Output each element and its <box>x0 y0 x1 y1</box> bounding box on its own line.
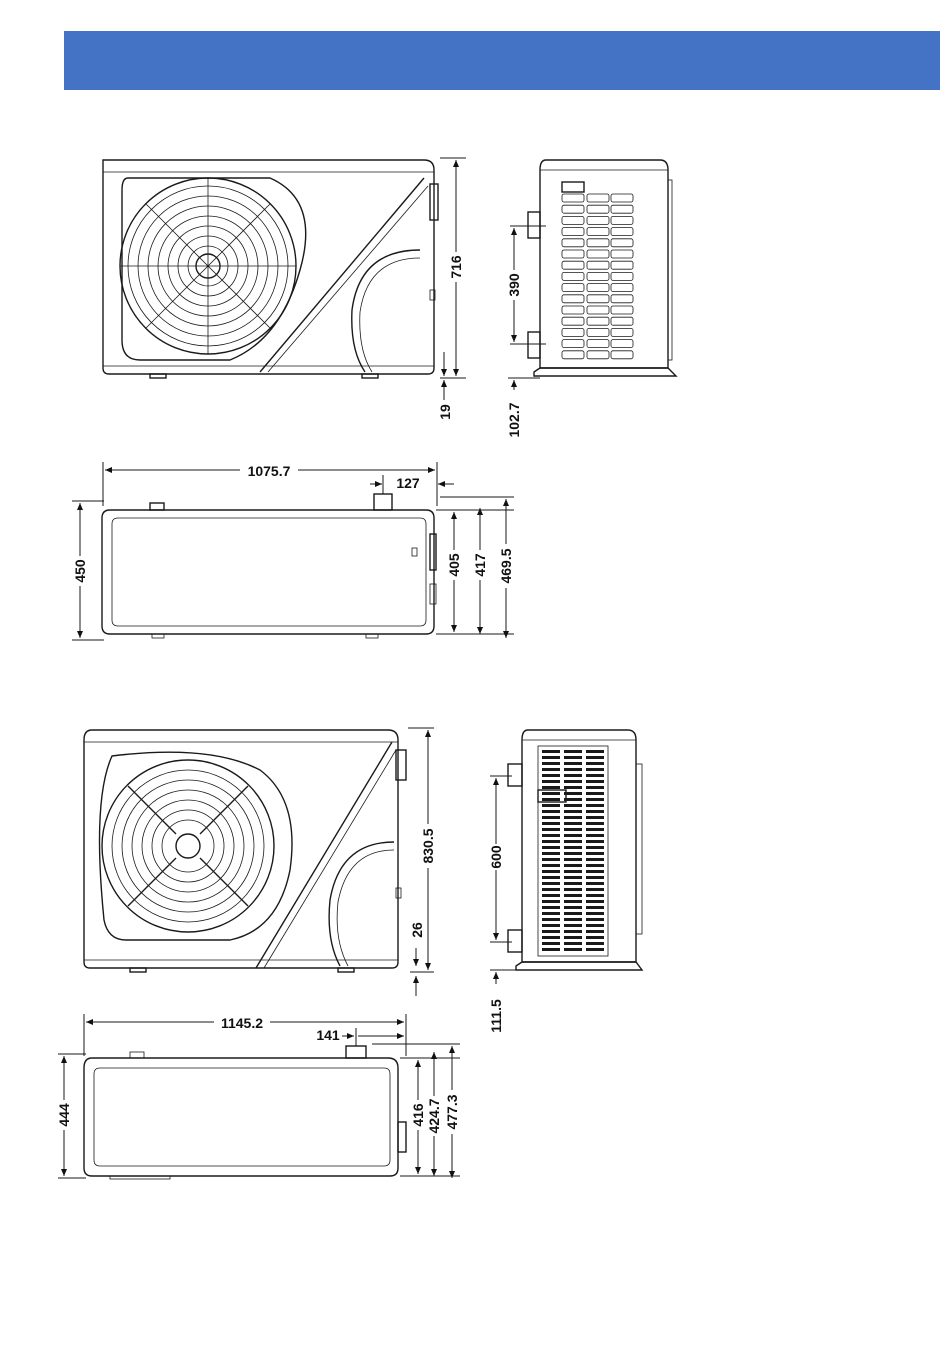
vent-slot <box>542 810 560 813</box>
vent-slot <box>587 216 609 224</box>
vent-slot <box>586 894 604 897</box>
vent-slot <box>564 900 582 903</box>
vent-slot <box>564 822 582 825</box>
vent-slot <box>564 768 582 771</box>
vent-slot <box>542 792 560 795</box>
vent-slot <box>564 870 582 873</box>
vent-slot <box>611 228 633 236</box>
vent-slot <box>586 810 604 813</box>
vent-slot <box>564 882 582 885</box>
vent-slot <box>562 328 584 336</box>
vent-slot <box>586 828 604 831</box>
vent-slot <box>542 948 560 951</box>
vent-slot <box>587 351 609 359</box>
model-b-side-view <box>508 730 642 970</box>
vent-slot <box>562 284 584 292</box>
vent-slot <box>564 750 582 753</box>
vent-slot <box>586 942 604 945</box>
vent-slot <box>562 340 584 348</box>
vent-slot <box>542 900 560 903</box>
vent-slot <box>562 272 584 280</box>
dim-a-offset: 127 <box>396 475 420 491</box>
vent-slot <box>542 750 560 753</box>
vent-slot <box>542 834 560 837</box>
vent-slot <box>586 930 604 933</box>
vent-slot <box>542 768 560 771</box>
dim-a-foot: 19 <box>437 404 453 420</box>
dim-b-d3: 477.3 <box>444 1094 460 1130</box>
vent-slot <box>542 936 560 939</box>
vent-slot <box>542 762 560 765</box>
vent-slot <box>586 924 604 927</box>
vent-slot <box>564 888 582 891</box>
vent-slot <box>564 864 582 867</box>
dim-b-height: 830.5 <box>420 828 436 864</box>
vent-slot <box>586 936 604 939</box>
vent-slot <box>611 194 633 202</box>
vent-slot <box>564 876 582 879</box>
vent-slot <box>564 828 582 831</box>
vent-slot <box>586 750 604 753</box>
vent-slot <box>586 912 604 915</box>
vent-slot <box>611 306 633 314</box>
vent-slot <box>587 205 609 213</box>
vent-slot <box>542 804 560 807</box>
vent-slot <box>586 864 604 867</box>
vent-slot <box>586 756 604 759</box>
vent-slot <box>586 822 604 825</box>
vent-slot <box>542 888 560 891</box>
vent-slot <box>587 250 609 258</box>
dim-b-offset: 141 <box>316 1027 340 1043</box>
vent-slot <box>586 888 604 891</box>
vent-slot <box>586 786 604 789</box>
vent-slot <box>611 261 633 269</box>
vent-slot <box>542 756 560 759</box>
vent-slot <box>611 239 633 247</box>
vent-slot <box>542 942 560 945</box>
vent-slot <box>564 906 582 909</box>
side-vent-grid-a <box>562 194 633 359</box>
vent-slot <box>562 228 584 236</box>
vent-slot <box>586 882 604 885</box>
model-b-side-dims <box>488 776 518 1033</box>
dim-b-side-spacing: 600 <box>488 845 504 869</box>
vent-slot <box>562 216 584 224</box>
vent-slot <box>586 762 604 765</box>
vent-slot <box>587 284 609 292</box>
vent-slot <box>586 852 604 855</box>
vent-slot <box>586 798 604 801</box>
vent-slot <box>586 858 604 861</box>
side-vent-grid-b <box>542 750 604 951</box>
vent-slot <box>587 239 609 247</box>
model-b-front-dims <box>408 728 436 996</box>
vent-slot <box>586 906 604 909</box>
vent-slot <box>564 936 582 939</box>
model-a-side-view <box>528 160 676 376</box>
vent-slot <box>542 822 560 825</box>
vent-slot <box>586 948 604 951</box>
dim-a-d2: 417 <box>472 553 488 577</box>
vent-slot <box>611 328 633 336</box>
vent-slot <box>562 317 584 325</box>
vent-slot <box>542 864 560 867</box>
vent-slot <box>542 798 560 801</box>
vent-slot <box>586 816 604 819</box>
vent-slot <box>587 295 609 303</box>
vent-slot <box>564 792 582 795</box>
vent-slot <box>542 924 560 927</box>
vent-slot <box>587 194 609 202</box>
vent-slot <box>586 804 604 807</box>
vent-slot <box>587 328 609 336</box>
fan-guard-icon <box>120 178 296 354</box>
dim-b-d2: 424.7 <box>426 1098 442 1134</box>
dim-b-depth: 444 <box>56 1103 72 1127</box>
vent-slot <box>562 205 584 213</box>
vent-slot <box>562 250 584 258</box>
vent-slot <box>542 780 560 783</box>
model-a-front-dims <box>437 158 466 420</box>
model-b-top-view <box>84 1046 406 1179</box>
vent-slot <box>586 768 604 771</box>
vent-slot <box>562 261 584 269</box>
vent-slot <box>564 798 582 801</box>
vent-slot <box>542 846 560 849</box>
vent-slot <box>564 942 582 945</box>
vent-slot <box>611 284 633 292</box>
dim-a-d1: 405 <box>446 553 462 577</box>
model-a-top-dims <box>72 462 514 640</box>
vent-slot <box>562 194 584 202</box>
vent-slot <box>611 205 633 213</box>
model-b-front-view <box>84 730 406 972</box>
model-a-front-view <box>103 160 438 378</box>
vent-slot <box>542 894 560 897</box>
vent-slot <box>542 858 560 861</box>
vent-slot <box>562 351 584 359</box>
vent-slot <box>564 930 582 933</box>
dim-a-length: 1075.7 <box>247 463 291 479</box>
vent-slot <box>611 295 633 303</box>
vent-slot <box>587 272 609 280</box>
vent-slot <box>564 804 582 807</box>
vent-slot <box>562 239 584 247</box>
vent-slot <box>542 840 560 843</box>
vent-slot <box>542 930 560 933</box>
vent-slot <box>564 834 582 837</box>
fan-guard-icon <box>102 760 274 932</box>
vent-slot <box>564 780 582 783</box>
dim-b-d1: 416 <box>410 1103 426 1127</box>
vent-slot <box>564 810 582 813</box>
vent-slot <box>542 870 560 873</box>
vent-slot <box>542 918 560 921</box>
vent-slot <box>542 786 560 789</box>
vent-slot <box>586 846 604 849</box>
vent-slot <box>564 840 582 843</box>
vent-slot <box>564 912 582 915</box>
vent-slot <box>542 852 560 855</box>
dim-a-side-base: 102.7 <box>506 402 522 438</box>
vent-slot <box>564 924 582 927</box>
vent-slot <box>564 762 582 765</box>
vent-slot <box>542 828 560 831</box>
vent-slot <box>586 774 604 777</box>
vent-slot <box>587 306 609 314</box>
vent-slot <box>586 792 604 795</box>
vent-slot <box>586 900 604 903</box>
vent-slot <box>587 317 609 325</box>
vent-slot <box>542 816 560 819</box>
vent-slot <box>587 340 609 348</box>
vent-slot <box>586 780 604 783</box>
dim-a-d3: 469.5 <box>498 548 514 584</box>
vent-slot <box>542 906 560 909</box>
vent-slot <box>564 858 582 861</box>
vent-slot <box>564 852 582 855</box>
dim-b-side-base: 111.5 <box>488 999 504 1033</box>
vent-slot <box>562 306 584 314</box>
vent-slot <box>611 351 633 359</box>
vent-slot <box>564 774 582 777</box>
vent-slot <box>611 216 633 224</box>
vent-slot <box>564 948 582 951</box>
vent-slot <box>542 912 560 915</box>
vent-slot <box>542 876 560 879</box>
dim-a-depth: 450 <box>72 559 88 583</box>
vent-slot <box>586 918 604 921</box>
vent-slot <box>564 756 582 759</box>
vent-slot <box>542 774 560 777</box>
vent-slot <box>587 261 609 269</box>
vent-slot <box>564 816 582 819</box>
vent-slot <box>542 882 560 885</box>
model-a-top-view <box>102 494 436 638</box>
vent-slot <box>586 834 604 837</box>
vent-slot <box>586 870 604 873</box>
vent-slot <box>564 894 582 897</box>
vent-slot <box>564 918 582 921</box>
vent-slot <box>562 295 584 303</box>
vent-slot <box>611 317 633 325</box>
model-b-top-dims <box>56 1014 460 1178</box>
vent-slot <box>586 840 604 843</box>
dim-b-foot: 26 <box>409 922 425 938</box>
dim-a-side-spacing: 390 <box>506 273 522 297</box>
vent-slot <box>611 340 633 348</box>
vent-slot <box>611 250 633 258</box>
vent-slot <box>587 228 609 236</box>
dim-a-height: 716 <box>448 255 464 279</box>
vent-slot <box>564 786 582 789</box>
vent-slot <box>611 272 633 280</box>
vent-slot <box>564 846 582 849</box>
dim-b-length: 1145.2 <box>220 1015 264 1031</box>
vent-slot <box>586 876 604 879</box>
